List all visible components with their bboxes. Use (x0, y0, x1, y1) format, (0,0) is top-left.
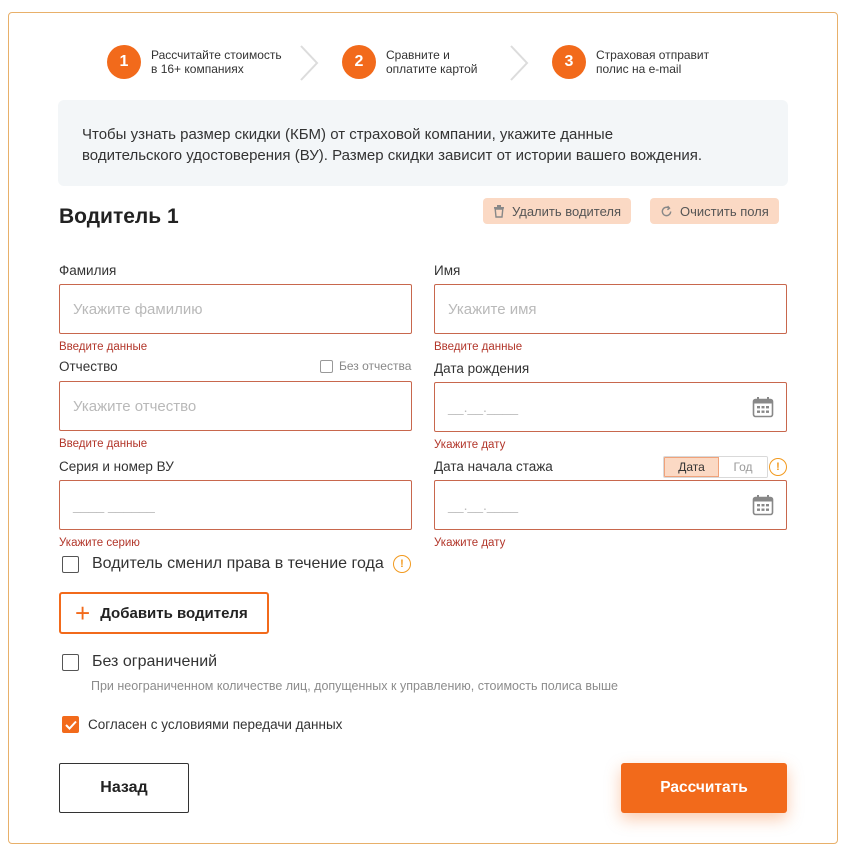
patronymic-error: Введите данные (59, 438, 148, 450)
birthdate-error: Укажите дату (434, 439, 506, 451)
clear-fields-label: Очистить поля (680, 203, 769, 219)
name-placeholder: Укажите имя (448, 300, 537, 318)
kbm-info-box (58, 100, 788, 186)
consent-label: Согласен с условиями передачи данных (88, 717, 343, 732)
step-text-line: полис на e-mail (596, 62, 682, 76)
no-patronymic-label: Без отчества (339, 359, 412, 373)
driver-title: Водитель 1 (59, 205, 179, 228)
surname-placeholder: Укажите фамилию (73, 300, 203, 318)
step-text (596, 48, 736, 76)
unlimited-checkbox[interactable] (62, 653, 217, 671)
checkbox-box-checked (62, 716, 79, 733)
step-number: 3 (552, 45, 586, 79)
step-number: 1 (107, 45, 141, 79)
info-alert-icon[interactable]: ! (393, 555, 411, 573)
step-text-line: в 16+ компаниях (151, 62, 244, 76)
unlimited-hint: При неограниченном количестве лиц, допущенных к управлению, стоимость полиса выше (91, 679, 618, 693)
consent-checkbox[interactable] (62, 716, 342, 733)
birthdate-input[interactable] (434, 382, 787, 432)
delete-driver-button[interactable] (483, 198, 631, 224)
experience-label: Дата начала стажа (434, 459, 553, 474)
chevron-right-icon (298, 44, 320, 82)
toggle-year[interactable]: Год (719, 457, 767, 477)
add-driver-button[interactable] (59, 592, 269, 634)
patronymic-input[interactable] (59, 381, 412, 431)
changed-license-checkbox[interactable] (62, 555, 384, 573)
clear-fields-button[interactable] (650, 198, 779, 224)
step-text-line: Страховая отправит (596, 48, 710, 62)
plus-icon: + (75, 598, 91, 628)
date-year-toggle (663, 456, 768, 478)
info-alert-icon[interactable]: ! (769, 458, 787, 476)
step-text-line: Сравните и (386, 48, 450, 62)
surname-input[interactable] (59, 284, 412, 334)
name-input[interactable] (434, 284, 787, 334)
step-number: 2 (342, 45, 376, 79)
name-error: Введите данные (434, 341, 523, 353)
name-label: Имя (434, 263, 461, 278)
patronymic-label: Отчество (59, 359, 118, 374)
step-1 (107, 45, 291, 79)
delete-driver-label: Удалить водителя (512, 203, 622, 219)
info-text-line: Чтобы узнать размер скидки (КБМ) от страховой компании, укажите данные (82, 126, 614, 143)
birthdate-label: Дата рождения (434, 361, 530, 376)
calendar-icon[interactable] (752, 494, 774, 516)
calculate-button[interactable]: Рассчитать (621, 763, 787, 813)
changed-license-label: Водитель сменил права в течение года (92, 555, 384, 572)
license-mask: ____ ______ (73, 497, 155, 513)
toggle-date[interactable]: Дата (664, 457, 719, 477)
no-patronymic-checkbox[interactable] (320, 359, 411, 373)
checkbox-box (320, 360, 333, 373)
chevron-right-icon (508, 44, 530, 82)
birthdate-mask: __.__.____ (448, 399, 519, 415)
checkbox-box (62, 556, 79, 573)
step-text-line: оплатите картой (386, 62, 478, 76)
experience-input[interactable] (434, 480, 787, 530)
surname-error: Введите данные (59, 341, 148, 353)
calendar-icon[interactable] (752, 396, 774, 418)
patronymic-placeholder: Укажите отчество (73, 397, 197, 415)
add-driver-label: Добавить водителя (100, 604, 248, 622)
refresh-icon (660, 205, 673, 218)
unlimited-label: Без ограничений (92, 653, 218, 670)
step-text (386, 48, 526, 76)
step-3 (552, 45, 736, 79)
experience-mask: __.__.____ (448, 497, 519, 513)
license-input[interactable] (59, 480, 412, 530)
checkmark-icon (65, 720, 77, 730)
surname-label: Фамилия (59, 263, 117, 278)
experience-error: Укажите дату (434, 537, 506, 549)
info-text-line: водительского удостоверения (ВУ). Размер скидки зависит от истории вашего вождения. (82, 147, 703, 164)
step-2 (342, 45, 526, 79)
license-error: Укажите серию (59, 537, 140, 549)
checkbox-box (62, 654, 79, 671)
back-button[interactable]: Назад (59, 763, 189, 813)
license-label: Серия и номер ВУ (59, 459, 174, 474)
step-text-line: Рассчитайте стоимость (151, 48, 282, 62)
step-text (151, 48, 291, 76)
trash-icon (493, 204, 505, 218)
